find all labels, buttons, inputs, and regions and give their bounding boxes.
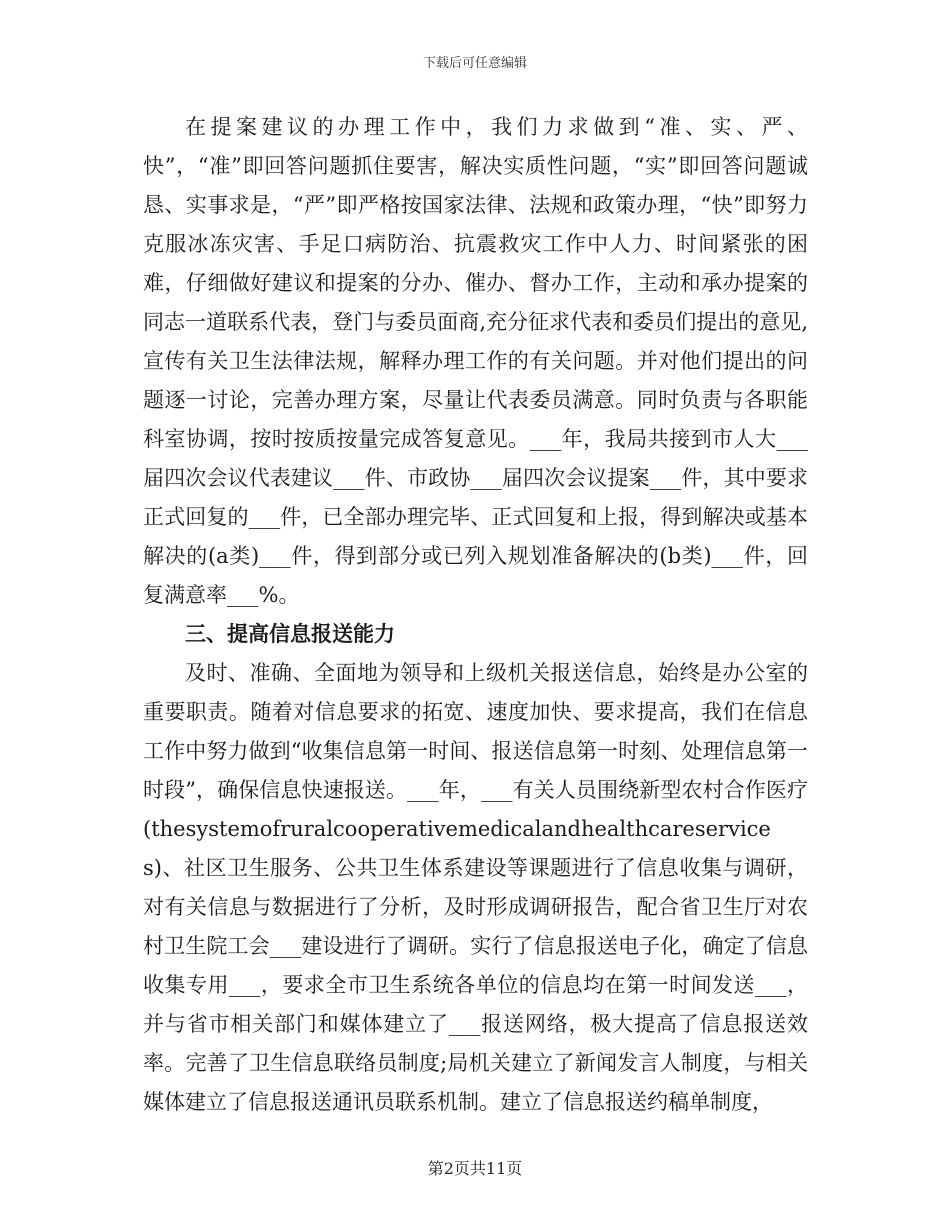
page-header-note: 下载后可任意编辑 bbox=[422, 56, 527, 71]
paragraph-proposal-handling: 在提案建议的办理工作中，我们力求做到“准、实、严、快”，“准”即回答问题抓住要害，解决实质性问题，“实”即回答问题诚恳、实事求是，“严”即严格按国家法律、法规和政策办理，“快”即努力克服冰冻灾害、手足口病防治、抗震救灾工作中人力、时间紧张的困难，仔细做好建议和提案的分办、催办、督办工作，主动和承办提案的同志一道联系代表，登门与委员面商,充分征求代表和委员们提出的意见,宣传有关卫生法律法规，解释办理工作的有关问题。并对他们提出的问题逐一讨论，完善办理方案，尽量让代表委员满意。同时负责与各职能科室协调，按时按质按量完成答复意见。___年，我局共接到市人大___届四次会议代表建议___件、市政协___届四次会议提案___件，其中要求正式回复的___件，已全部办理完毕、正式回复和上报，得到解决或基本解决的(a类)___件，得到部分或已列入规划准备解决的(b类)___件，回复满意率___%。 bbox=[143, 115, 808, 607]
section-heading: 三、提高信息报送能力 bbox=[185, 622, 395, 646]
document-body bbox=[143, 108, 808, 1122]
page-number: 第2页共11页 bbox=[427, 1159, 523, 1178]
paragraph-information-reporting: 及时、准确、全面地为领导和上级机关报送信息，始终是办公室的重要职责。随着对信息要求的拓宽、速度加快、要求提高，我们在信息工作中努力做到“收集信息第一时间、报送信息第一时刻、处理信息第一时段”，确保信息快速报送。___年，___有关人员围绕新型农村合作医疗(thesystemofruralcooperativemedicalandhealthcareservices)、社区卫生服务、公共卫生体系建设等课题进行了信息收集与调研，对有关信息与数据进行了分析，及时形成调研报告，配合省卫生厅对农村卫生院工会___建设进行了调研。实行了信息报送电子化，确定了信息收集专用___，要求全市卫生系统各单位的信息均在第一时间发送___，并与省市相关部门和媒体建立了___报送网络，极大提高了信息报送效率。完善了卫生信息联络员制度;局机关建立了新闻发言人制度，与相关媒体建立了信息报送通讯员联系机制。建立了信息报送约稿单制度， bbox=[143, 661, 808, 1114]
